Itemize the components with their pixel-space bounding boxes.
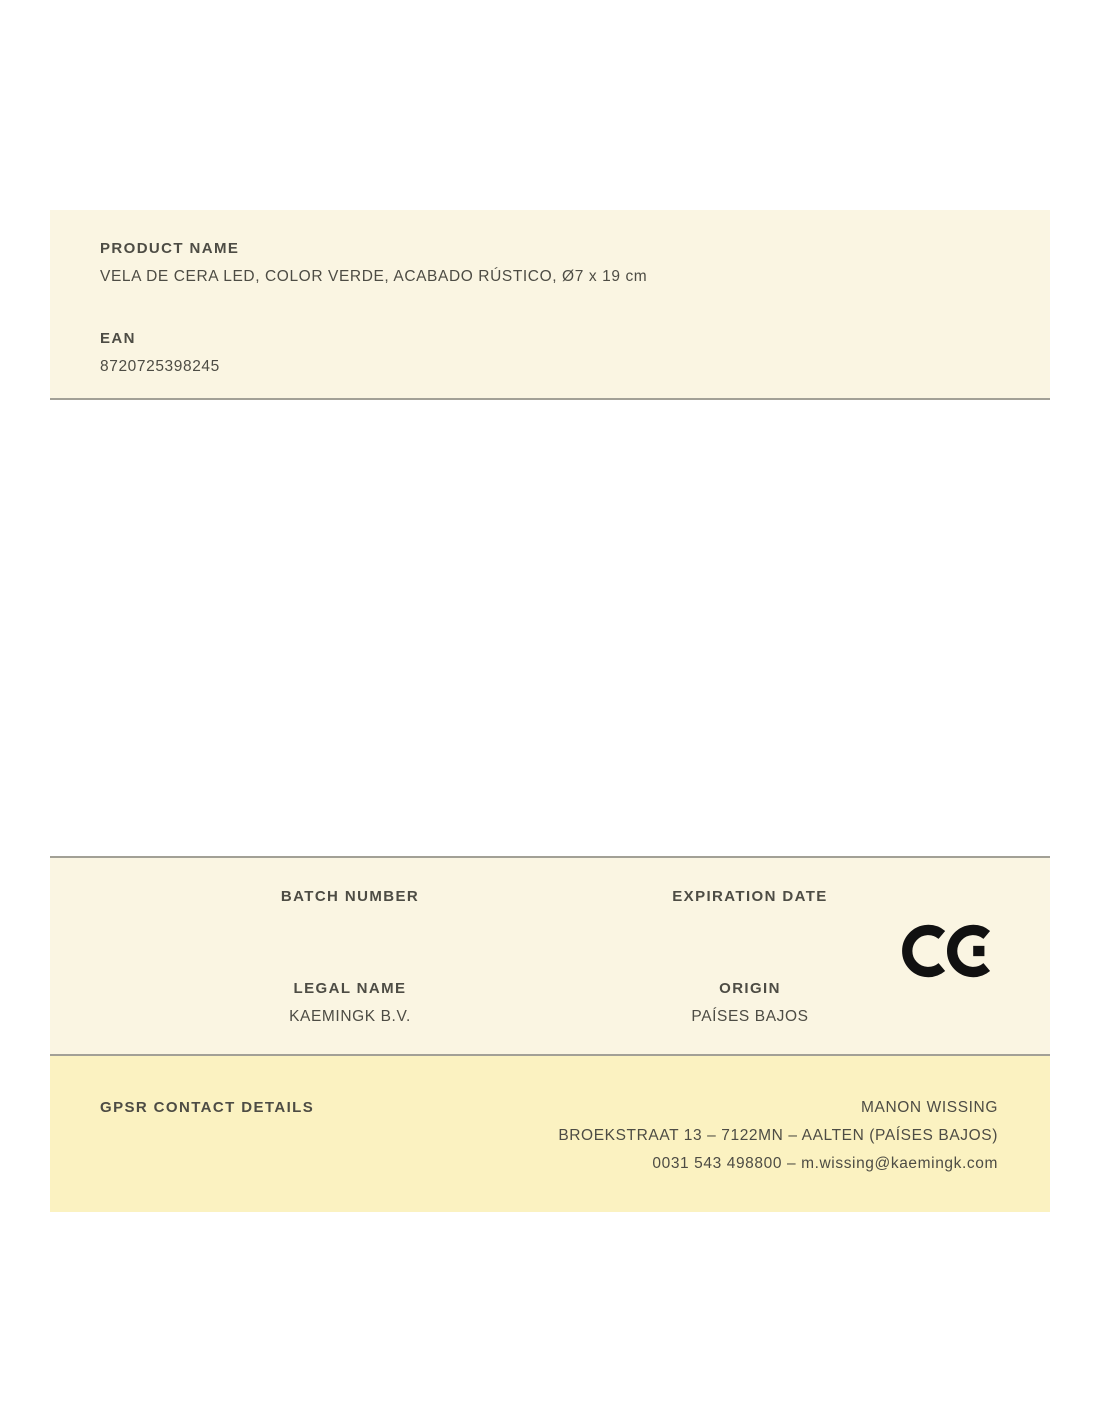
expiration-date-label: EXPIRATION DATE <box>672 888 828 905</box>
origin-field <box>550 978 950 1028</box>
batch-number-label: BATCH NUMBER <box>280 888 420 905</box>
gpsr-contact-block <box>558 1094 998 1178</box>
product-name-field <box>100 238 1000 288</box>
legal-name-label: LEGAL NAME <box>293 980 407 997</box>
origin-label: ORIGIN <box>719 980 781 997</box>
legal-origin-row <box>150 978 950 1028</box>
batch-number-value <box>150 914 550 936</box>
legal-name-value: KAEMINGK B.V. <box>289 1008 411 1025</box>
gpsr-contact-phone-email: 0031 543 498800 – m.wissing@kaemingk.com <box>652 1155 998 1172</box>
product-name-label: PRODUCT NAME <box>100 240 240 257</box>
expiration-date-field <box>550 886 950 936</box>
gpsr-contact-label: GPSR CONTACT DETAILS <box>100 1099 315 1116</box>
product-info-section <box>50 210 1050 400</box>
expiration-date-value <box>550 914 950 936</box>
gpsr-contact-name: MANON WISSING <box>861 1099 998 1116</box>
ean-field <box>100 328 1000 378</box>
gpsr-contact-address: BROEKSTRAAT 13 – 7122MN – AALTEN (PAÍSES BAJOS) <box>558 1127 998 1144</box>
batch-expiration-row <box>150 886 950 936</box>
ce-mark-icon <box>902 922 992 980</box>
product-name-value: VELA DE CERA LED, COLOR VERDE, ACABADO RÚSTICO, Ø7 x 19 cm <box>100 268 648 285</box>
batch-number-field <box>150 886 550 936</box>
legal-name-field <box>150 978 550 1028</box>
ean-label: EAN <box>100 330 136 347</box>
batch-legal-section <box>50 856 1050 1056</box>
ean-value: 8720725398245 <box>100 358 220 375</box>
gpsr-contact-section <box>50 1056 1050 1212</box>
origin-value: PAÍSES BAJOS <box>691 1008 809 1025</box>
